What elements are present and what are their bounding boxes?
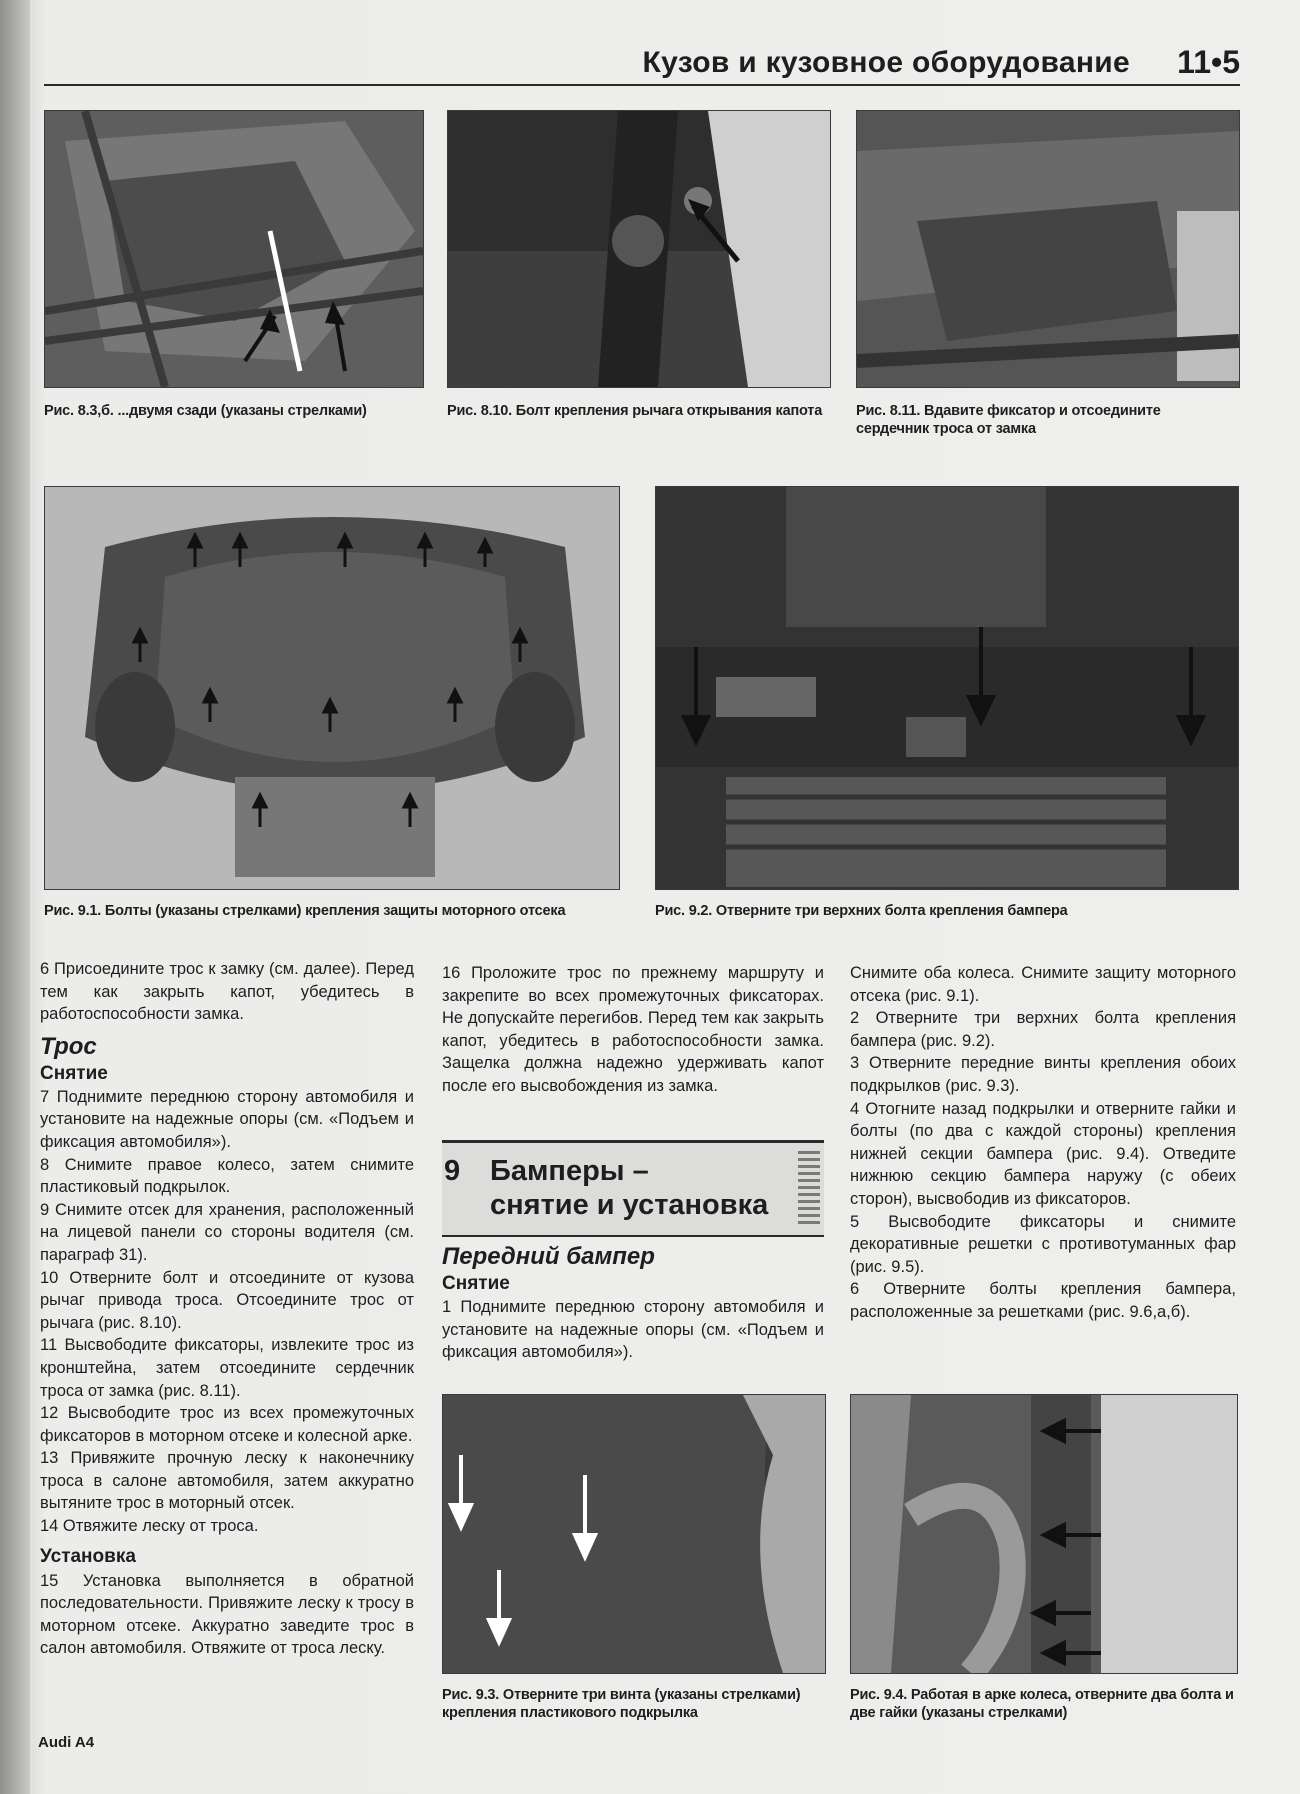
middle-column-top xyxy=(442,962,824,1098)
section-title-line1: Бамперы – xyxy=(490,1155,649,1187)
paragraph-step-15: 15 Установка выполняется в обратной последовательности. Привяжите леску к тросу в моторном отсеке. Аккуратно заведите трос в салон автомобиля. Отвяжите от троса леску. xyxy=(40,1571,414,1658)
photo-fig-9-4 xyxy=(850,1394,1238,1674)
heading-front-bumper: Передний бампер xyxy=(442,1243,655,1270)
page-header xyxy=(44,40,1240,86)
paragraph-step-16: 16 Проложите трос по прежнему маршруту и закрепите во всех промежуточных фиксаторах. Не допускайте перегибов. Перед тем как закрыть капот, убедитесь в работоспособности замка. Защелка должна надежно удерживать капот после его высвобождения из замка. xyxy=(442,964,824,1095)
subheading-removal-bumper: Снятие xyxy=(442,1273,510,1294)
caption-fig-8-10: Рис. 8.10. Болт крепления рычага открывания капота xyxy=(447,403,823,419)
photo-fig-9-2 xyxy=(655,486,1239,890)
photo-fig-9-3 xyxy=(442,1394,826,1674)
right-column xyxy=(850,962,1236,1324)
paragraph-step-11: 11 Высвободите фиксаторы, извлеките трос из кронштейна, затем отсоедините сердечник троса от замка (рис. 8.11). xyxy=(40,1336,414,1400)
chapter-title: Кузов и кузовное оборудование xyxy=(642,46,1130,79)
caption-fig-9-1: Рис. 9.1. Болты (указаны стрелками) крепления защиты моторного отсека xyxy=(44,903,566,919)
paragraph-step-9: 9 Снимите отсек для хранения, расположенный на лицевой панели со стороны водителя (см. параграф 31). xyxy=(40,1200,414,1264)
photo-fig-8-3b xyxy=(44,110,424,388)
section-heading-box xyxy=(442,1140,824,1237)
paragraph-step-8: 8 Снимите правое колесо, затем снимите пластиковый подкрылок. xyxy=(40,1155,414,1197)
paragraph-bumper-step-4: 4 Отогните назад подкрылки и отверните гайки и болты (по два с каждой стороны) крепления нижней секции бампера (рис. 9.4). Отведите нижнюю секцию бампера наружу (с обеих сторон), высвободив из фиксаторов. xyxy=(850,1099,1236,1208)
caption-fig-9-2: Рис. 9.2. Отверните три верхних болта крепления бампера xyxy=(655,903,1068,919)
caption-fig-8-11: Рис. 8.11. Вдавите фиксатор и отсоедините сердечник троса от замка xyxy=(856,403,1161,437)
middle-column-bottom xyxy=(442,1236,824,1364)
section-number: 9 xyxy=(444,1155,461,1187)
paragraph-bumper-step-1: 1 Поднимите переднюю сторону автомобиля и установите на надежные опоры (см. «Подъем и фиксация автомобиля»). xyxy=(442,1298,824,1362)
paragraph-bumper-step-3: 3 Отверните передние винты крепления обоих подкрылков (рис. 9.3). xyxy=(850,1054,1236,1095)
paragraph-bumper-step-6: 6 Отверните болты крепления бампера, расположенные за решетками (рис. 9.6,а,б). xyxy=(850,1280,1236,1321)
paragraph-step-10: 10 Отверните болт и отсоедините от кузова рычаг привода троса. Отсоедините трос от рычага (рис. 8.10). xyxy=(40,1268,414,1332)
photo-fig-8-10 xyxy=(447,110,831,388)
subheading-installation: Установка xyxy=(40,1545,136,1567)
photo-fig-8-11 xyxy=(856,110,1240,388)
paragraph-bumper-step-2: 2 Отверните три верхних болта крепления бампера (рис. 9.2). xyxy=(850,1009,1236,1050)
paragraph-step-7: 7 Поднимите переднюю сторону автомобиля и установите на надежные опоры (см. «Подъем и фиксация автомобиля»). xyxy=(40,1087,414,1151)
footer-model: Audi A4 xyxy=(38,1734,95,1751)
caption-fig-8-3b: Рис. 8.3,б. ...двумя сзади (указаны стрелками) xyxy=(44,403,367,419)
heading-cable: Трос xyxy=(40,1032,97,1060)
paragraph-step-13: 13 Привяжите прочную леску к наконечнику троса в салоне автомобиля, затем аккуратно вытяните трос в моторный отсек. xyxy=(40,1449,414,1513)
left-column xyxy=(40,958,414,1660)
section-decoration xyxy=(798,1151,820,1227)
caption-fig-9-4: Рис. 9.4. Работая в арке колеса, отверните два болта и две гайки (указаны стрелками) xyxy=(850,1687,1234,1721)
book-spine-shadow xyxy=(0,0,30,1794)
paragraph-step-14: 14 Отвяжите леску от троса. xyxy=(40,1517,259,1536)
paragraph-bumper-cont: Снимите оба колеса. Снимите защиту моторного отсека (рис. 9.1). xyxy=(850,964,1236,1005)
paragraph-step-6: 6 Присоедините трос к замку (см. далее). Перед тем как закрыть капот, убедитесь в работоспособности замка. xyxy=(40,960,414,1024)
paragraph-bumper-step-5: 5 Высвободите фиксаторы и снимите декоративные решетки с противотуманных фар (рис. 9.5). xyxy=(850,1212,1236,1276)
page-number: 11•5 xyxy=(1177,44,1240,80)
caption-fig-9-3: Рис. 9.3. Отверните три винта (указаны стрелками) крепления пластикового подкрылка xyxy=(442,1687,801,1721)
section-title-line2: снятие и установка xyxy=(490,1189,769,1221)
subheading-removal: Снятие xyxy=(40,1062,108,1084)
paragraph-step-12: 12 Высвободите трос из всех промежуточных фиксаторов в моторном отсеке и колесной арке. xyxy=(40,1404,414,1445)
photo-fig-9-1 xyxy=(44,486,620,890)
